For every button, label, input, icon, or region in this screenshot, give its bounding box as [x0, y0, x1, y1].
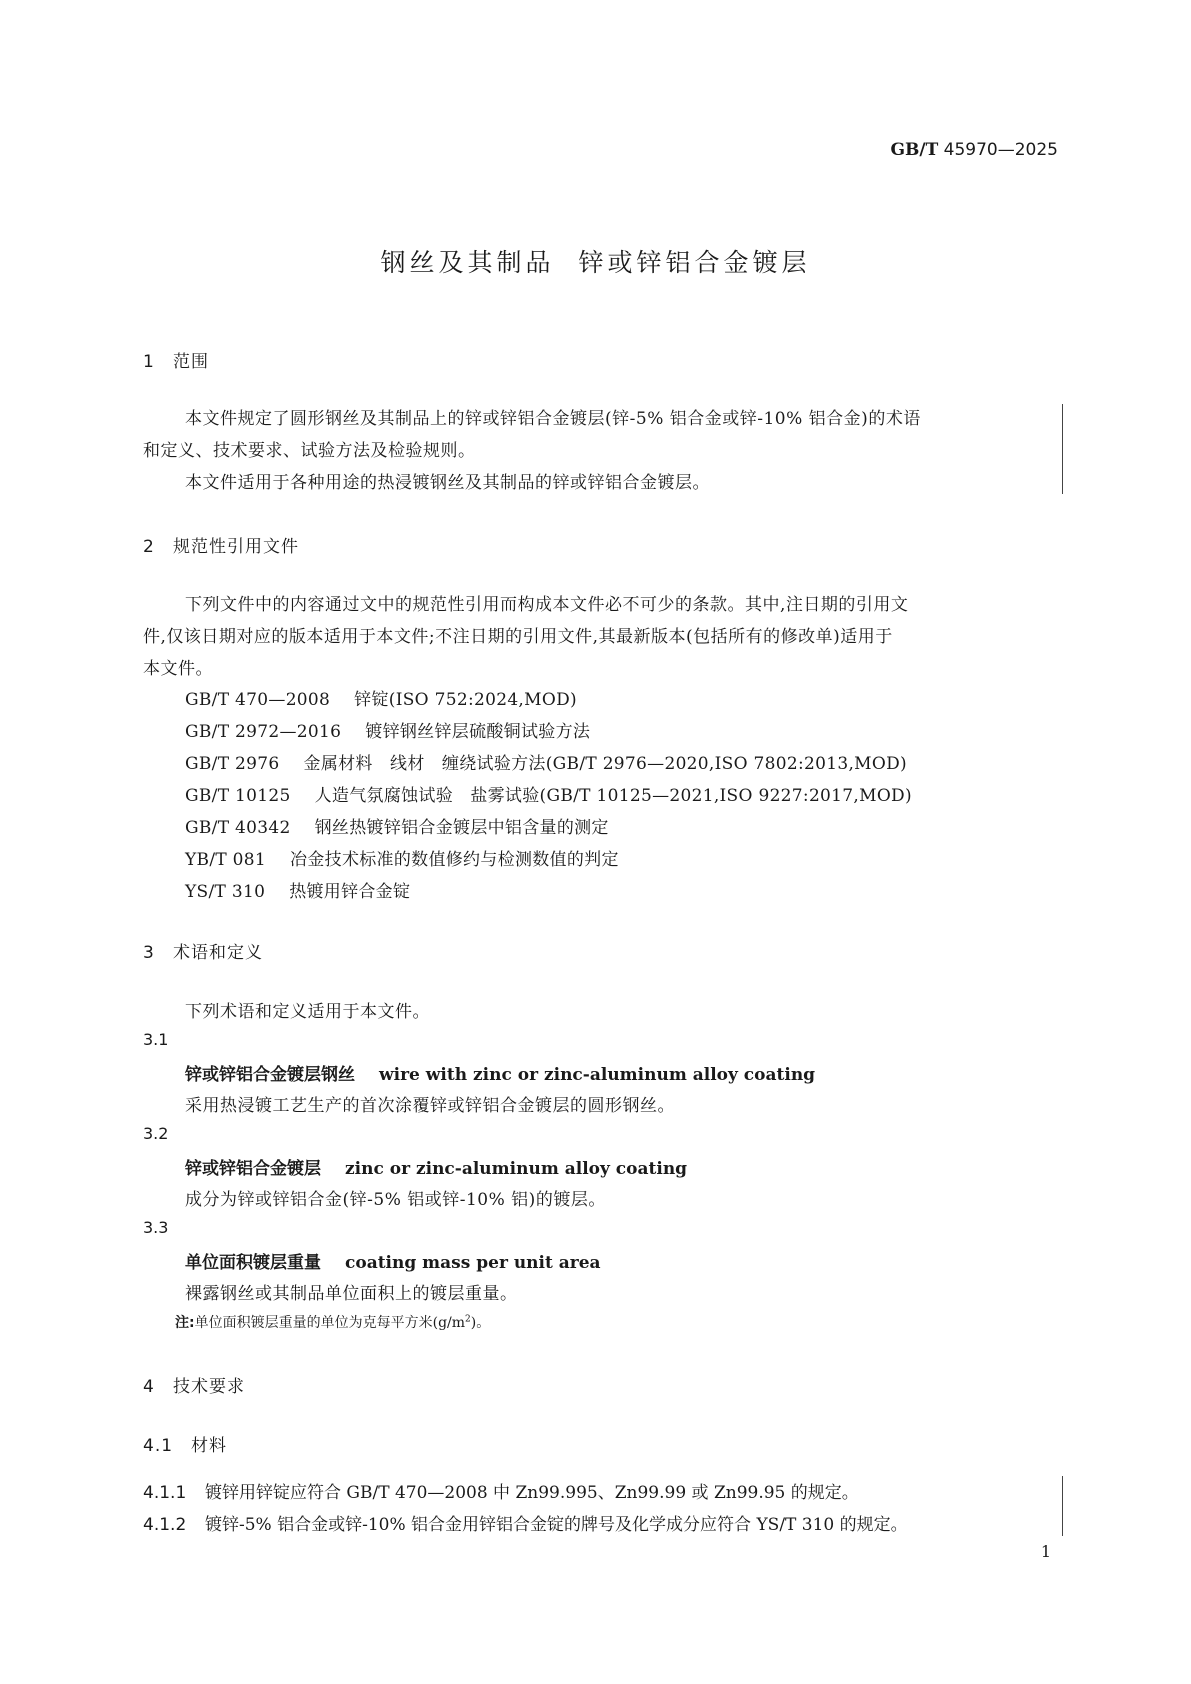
note-text: 单位面积镀层重量的单位为克每平方米(g/m	[194, 1315, 466, 1331]
term-definition: 采用热浸镀工艺生产的首次涂覆锌或锌铝合金镀层的圆形钢丝。	[185, 1096, 675, 1116]
term-number: 3.1	[143, 1030, 169, 1049]
term-zh: 锌或锌铝合金镀层钢丝	[185, 1065, 355, 1085]
note-end: )。	[470, 1315, 491, 1331]
section2-intro-line2: 件,仅该日期对应的版本适用于本文件;不注日期的引用文件,其最新版本(包括所有的修改单)适用于	[143, 627, 893, 647]
note-superscript: 2	[465, 1314, 471, 1325]
reference-item	[185, 781, 912, 806]
term-number: 3.2	[143, 1124, 169, 1143]
reference-title: 镀锌钢丝锌层硫酸铜试验方法	[365, 722, 591, 742]
change-bar	[1062, 1476, 1063, 1536]
term-heading	[185, 1060, 815, 1085]
clause-number: 4.1.1	[143, 1483, 187, 1503]
note	[175, 1312, 490, 1332]
section1-heading	[143, 347, 209, 372]
section3-heading	[143, 938, 263, 963]
std-number: 45970—2025	[943, 140, 1058, 160]
note-label: 注:	[175, 1315, 195, 1331]
reference-item	[185, 717, 590, 742]
section4-title: 技术要求	[173, 1377, 245, 1397]
reference-code: GB/T 10125	[185, 786, 291, 806]
title-part2: 锌或锌铝合金镀层	[578, 248, 811, 277]
reference-title: 冶金技术标准的数值修约与检测数值的判定	[290, 850, 619, 870]
title-part1: 钢丝及其制品	[380, 248, 555, 277]
section1-number: 1	[143, 352, 155, 372]
term-zh: 锌或锌铝合金镀层	[185, 1159, 321, 1179]
change-bar	[1062, 404, 1063, 494]
term-definition: 成分为锌或锌铝合金(锌-5% 铝或锌-10% 铝)的镀层。	[185, 1190, 606, 1210]
section4-heading	[143, 1372, 245, 1397]
section1-title: 范围	[173, 352, 209, 372]
reference-item	[185, 877, 410, 902]
reference-item	[185, 813, 609, 838]
reference-item	[185, 845, 619, 870]
reference-title: 金属材料 线材 缠绕试验方法(GB/T 2976—2020,ISO 7802:2013,MOD)	[303, 754, 907, 774]
section4-number: 4	[143, 1377, 155, 1397]
clause-number: 4.1.2	[143, 1515, 187, 1535]
section2-intro-line3: 本文件。	[143, 659, 213, 679]
section2-intro-line1: 下列文件中的内容通过文中的规范性引用而构成本文件必不可少的条款。其中,注日期的引用文	[185, 595, 909, 615]
section2-title: 规范性引用文件	[173, 537, 299, 557]
section2-number: 2	[143, 537, 155, 557]
reference-title: 人造气氛腐蚀试验 盐雾试验(GB/T 10125—2021,ISO 9227:2017,MOD)	[314, 786, 912, 806]
standard-code	[891, 140, 1059, 160]
section1-para1-line1: 本文件规定了圆形钢丝及其制品上的锌或锌铝合金镀层(锌-5% 铝合金或锌-10% 铝合金)的术语	[185, 409, 921, 429]
term-en: zinc or zinc-aluminum alloy coating	[345, 1159, 688, 1179]
term-definition: 裸露钢丝或其制品单位面积上的镀层重量。	[185, 1284, 518, 1304]
subsection-title: 材料	[191, 1436, 227, 1456]
term-zh: 单位面积镀层重量	[185, 1253, 321, 1273]
section1-para2: 本文件适用于各种用途的热浸镀钢丝及其制品的锌或锌铝合金镀层。	[185, 473, 710, 493]
reference-title: 钢丝热镀锌铝合金镀层中铝含量的测定	[314, 818, 609, 838]
term-en: coating mass per unit area	[345, 1253, 601, 1273]
clause-text: 镀锌用锌锭应符合 GB/T 470—2008 中 Zn99.995、Zn99.99 或 Zn99.95 的规定。	[205, 1483, 859, 1503]
reference-code: GB/T 2972—2016	[185, 722, 342, 742]
clause	[143, 1510, 908, 1535]
page-number: 1	[1040, 1542, 1051, 1561]
reference-item	[185, 749, 907, 774]
reference-code: YB/T 081	[185, 850, 267, 870]
term-en: wire with zinc or zinc-aluminum alloy coating	[379, 1065, 816, 1085]
term-heading	[185, 1154, 687, 1179]
term-heading	[185, 1248, 601, 1273]
clause-text: 镀锌-5% 铝合金或锌-10% 铝合金用锌铝合金锭的牌号及化学成分应符合 YS/T 310 的规定。	[205, 1515, 908, 1535]
clause	[143, 1478, 859, 1503]
subsection-number: 4.1	[143, 1436, 174, 1456]
reference-code: GB/T 40342	[185, 818, 291, 838]
section1-para1-line2: 和定义、技术要求、试验方法及检验规则。	[143, 441, 476, 461]
document-title	[0, 243, 1191, 279]
section3-number: 3	[143, 943, 155, 963]
term-number: 3.3	[143, 1218, 169, 1237]
reference-code: YS/T 310	[185, 882, 266, 902]
reference-title: 热镀用锌合金锭	[289, 882, 411, 902]
subsection-heading	[143, 1431, 227, 1456]
section3-intro: 下列术语和定义适用于本文件。	[185, 1002, 430, 1022]
section2-heading	[143, 532, 299, 557]
reference-item	[185, 685, 577, 710]
reference-code: GB/T 2976	[185, 754, 280, 774]
reference-title: 锌锭(ISO 752:2024,MOD)	[354, 690, 577, 710]
reference-code: GB/T 470—2008	[185, 690, 331, 710]
section3-title: 术语和定义	[173, 943, 263, 963]
std-prefix: GB/T	[890, 140, 939, 160]
